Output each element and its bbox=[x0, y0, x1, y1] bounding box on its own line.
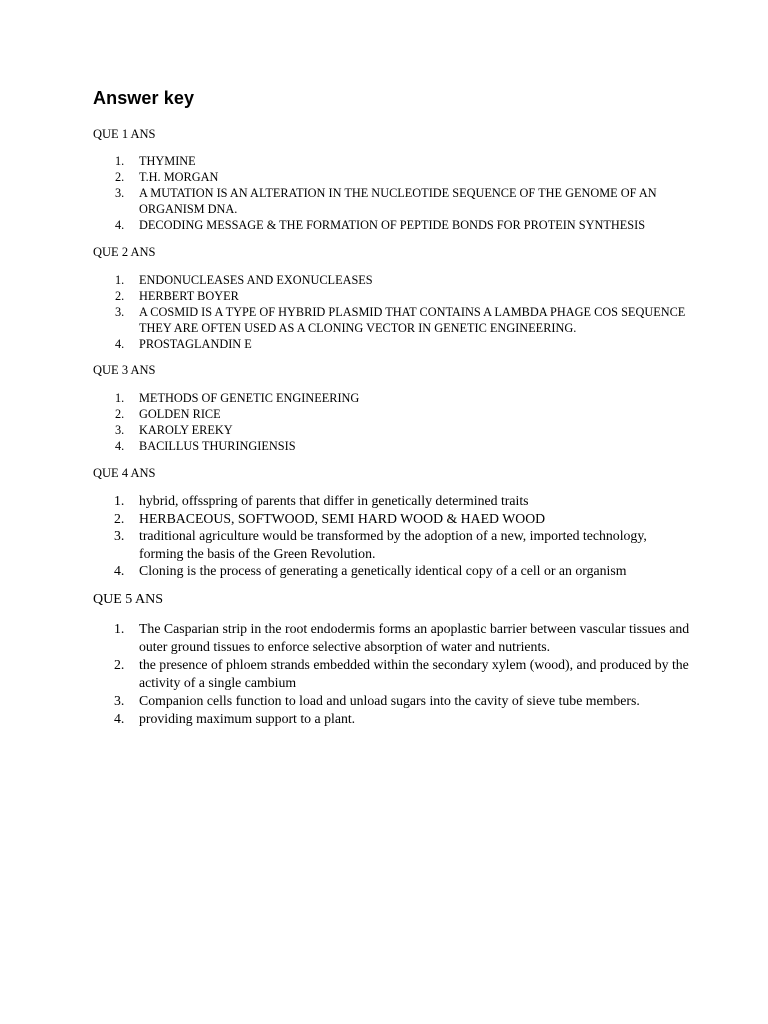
item-number: 3. bbox=[115, 423, 125, 437]
answer-text: The Casparian strip in the root endodermis forms an apoplastic barrier between vascular tissues and outer ground tissues to enforce selective absorption of water and nutrients. bbox=[139, 621, 690, 654]
list-item bbox=[93, 438, 693, 454]
list-item bbox=[93, 153, 693, 169]
item-number: 4. bbox=[115, 439, 125, 453]
answer-text: providing maximum support to a plant. bbox=[139, 711, 356, 726]
item-number: 1. bbox=[115, 391, 125, 405]
item-number: 4. bbox=[115, 218, 125, 232]
answer-text: DECODING MESSAGE & THE FORMATION OF PEPTIDE BONDS FOR PROTEIN SYNTHESIS bbox=[139, 218, 646, 232]
page-title: Answer key bbox=[93, 88, 195, 108]
list-item bbox=[93, 406, 693, 422]
list-item bbox=[93, 390, 693, 406]
answer-text: T.H. MORGAN bbox=[139, 170, 219, 184]
item-number: 3. bbox=[115, 186, 125, 200]
section-heading-que-1: QUE 1 ANS bbox=[93, 127, 156, 141]
section-heading-que-4: QUE 4 ANS bbox=[93, 466, 156, 480]
list-item bbox=[93, 185, 693, 217]
answer-list-que-4 bbox=[93, 492, 693, 580]
answer-list-que-3 bbox=[93, 390, 693, 454]
answer-text: KAROLY EREKY bbox=[139, 423, 233, 437]
item-number: 1. bbox=[114, 621, 125, 636]
answer-text: traditional agriculture would be transformed by the adoption of a new, imported technology, forming the basis of the Green Revolution. bbox=[139, 528, 647, 561]
section-heading-que-5: QUE 5 ANS bbox=[93, 592, 164, 607]
list-item bbox=[93, 304, 693, 336]
answer-text: ENDONUCLEASES AND EXONUCLEASES bbox=[139, 273, 373, 287]
answer-text: METHODS OF GENETIC ENGINEERING bbox=[139, 391, 360, 405]
list-item bbox=[93, 620, 693, 656]
list-item bbox=[93, 336, 693, 352]
list-item bbox=[93, 656, 693, 692]
item-number: 2. bbox=[114, 510, 125, 526]
list-item bbox=[93, 562, 693, 580]
section-heading-que-2: QUE 2 ANS bbox=[93, 245, 156, 259]
list-item bbox=[93, 527, 693, 562]
item-number: 3. bbox=[114, 693, 125, 708]
item-number: 2. bbox=[115, 289, 125, 303]
answer-list-que-5 bbox=[93, 620, 693, 728]
answer-text: the presence of phloem strands embedded within the secondary xylem (wood), and produced by the activity of a single cambium bbox=[139, 657, 689, 690]
item-number: 4. bbox=[115, 337, 125, 351]
answer-text: THYMINE bbox=[139, 154, 196, 168]
list-item bbox=[93, 692, 693, 710]
item-number: 4. bbox=[114, 563, 125, 578]
item-number: 2. bbox=[115, 407, 125, 421]
item-number: 2. bbox=[114, 657, 125, 672]
answer-text: BACILLUS THURINGIENSIS bbox=[139, 439, 296, 453]
list-item bbox=[93, 492, 693, 510]
list-item bbox=[93, 422, 693, 438]
answer-text: hybrid, offsspring of parents that differ in genetically determined traits bbox=[139, 493, 529, 508]
answer-list-que-1 bbox=[93, 153, 693, 233]
list-item bbox=[93, 288, 693, 304]
list-item bbox=[93, 169, 693, 185]
section-heading-que-3: QUE 3 ANS bbox=[93, 363, 156, 377]
answer-list-que-2 bbox=[93, 272, 693, 352]
answer-text: HERBERT BOYER bbox=[139, 289, 239, 303]
answer-text: A COSMID IS A TYPE OF HYBRID PLASMID THAT CONTAINS A LAMBDA PHAGE COS SEQUENCE THEY ARE OFTEN USED AS A CLONING VECTOR IN GENETIC ENGINEERING. bbox=[139, 305, 686, 335]
list-item bbox=[93, 710, 693, 728]
answer-text: PROSTAGLANDIN E bbox=[139, 337, 252, 351]
item-number: 2. bbox=[115, 170, 125, 184]
item-number: 4. bbox=[114, 711, 125, 726]
answer-text: A MUTATION IS AN ALTERATION IN THE NUCLEOTIDE SEQUENCE OF THE GENOME OF AN ORGANISM DNA. bbox=[139, 186, 657, 216]
list-item bbox=[93, 272, 693, 288]
answer-text: Companion cells function to load and unload sugars into the cavity of sieve tube members. bbox=[139, 693, 640, 708]
answer-text: GOLDEN RICE bbox=[139, 407, 221, 421]
item-number: 3. bbox=[114, 528, 125, 543]
answer-text: HERBACEOUS, SOFTWOOD, SEMI HARD WOOD & HAED WOOD bbox=[139, 510, 546, 526]
item-number: 1. bbox=[115, 154, 125, 168]
item-number: 3. bbox=[115, 305, 125, 319]
item-number: 1. bbox=[114, 493, 125, 508]
list-item bbox=[93, 510, 693, 528]
item-number: 1. bbox=[115, 273, 125, 287]
list-item bbox=[93, 217, 693, 233]
answer-text: Cloning is the process of generating a genetically identical copy of a cell or an organism bbox=[139, 563, 627, 578]
